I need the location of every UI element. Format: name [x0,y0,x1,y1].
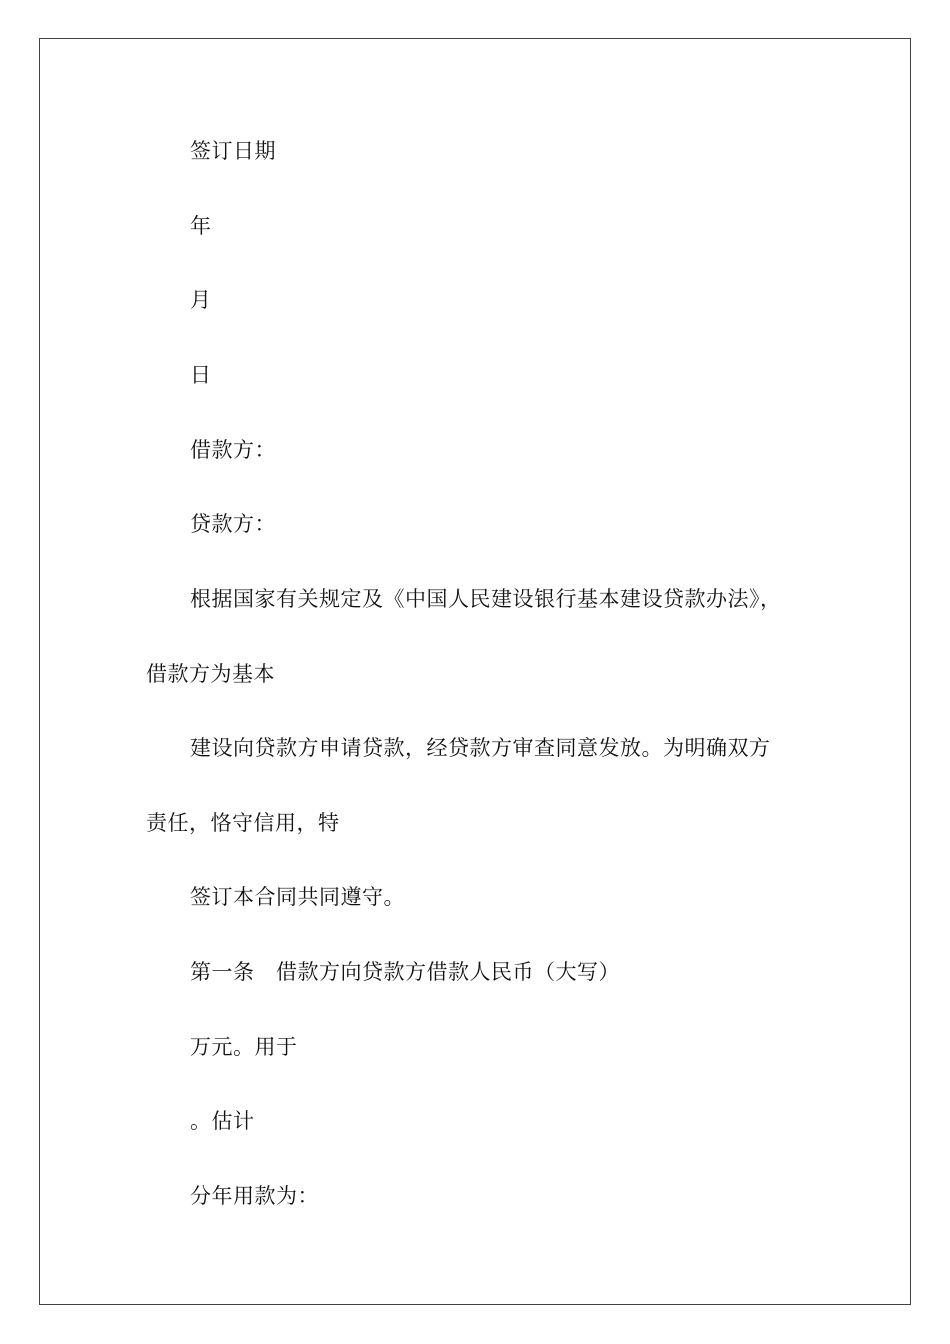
lender-label: 贷款方： [190,512,276,536]
article-1-line-4: 分年用款为： [190,1184,319,1208]
borrower-label: 借款方： [190,438,276,462]
day-label: 日 [190,363,212,387]
preamble-line-2: 借款方为基本 [146,662,275,686]
month-label: 月 [190,288,212,312]
preamble-line-4: 责任，恪守信用，特 [146,811,340,835]
preamble-line-5: 签订本合同共同遵守。 [190,885,405,909]
preamble-line-1: 根据国家有关规定及《中国人民建设银行基本建设贷款办法》， [190,587,782,611]
year-label: 年 [190,214,212,238]
signing-date-label: 签订日期 [190,139,276,163]
article-1-line-2: 万元。用于 [190,1035,298,1059]
article-1-line-1: 第一条 借款方向贷款方借款人民币（大写） [190,960,620,984]
article-1-line-3: 。估计 [190,1109,255,1133]
preamble-line-3: 建设向贷款方申请贷款，经贷款方审查同意发放。为明确双方 [190,736,771,760]
